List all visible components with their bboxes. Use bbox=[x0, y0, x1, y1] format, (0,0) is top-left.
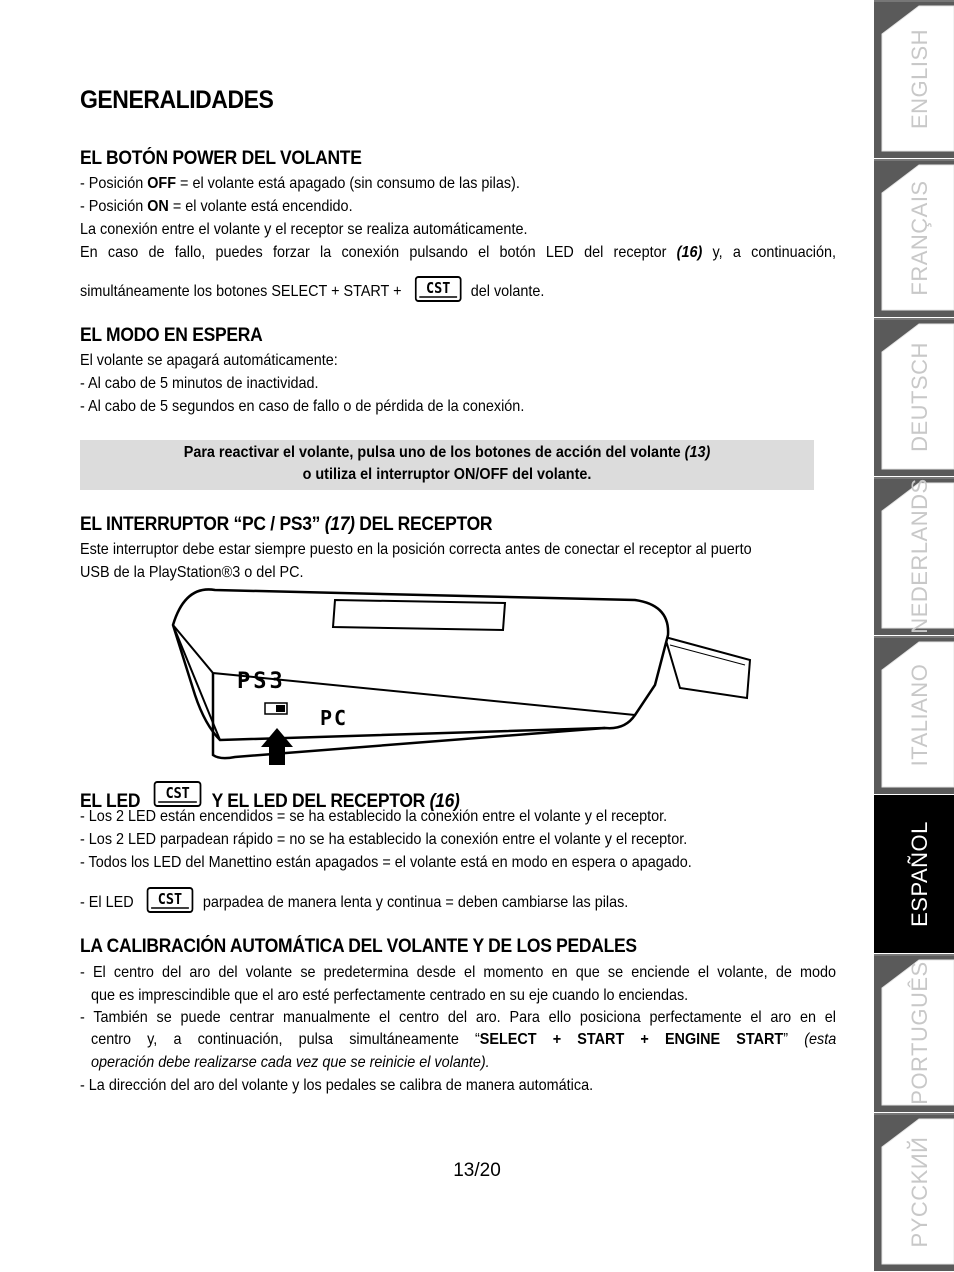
tab-italiano[interactable] bbox=[874, 636, 954, 794]
note-line-2: o utiliza el interruptor ON/OFF del volante. bbox=[302, 466, 592, 483]
led-line-3: - Todos los LED del Manettino están apagados = el volante está en modo en espera o apagado. bbox=[80, 854, 692, 871]
tab-label: NEDERLANDS bbox=[907, 478, 932, 634]
tab-english[interactable] bbox=[874, 0, 954, 158]
calibration-p1-line-2: que es imprescindible que el aro esté perfectamente centrado en su eje cuando lo enciendas. bbox=[91, 987, 689, 1004]
ps3-label: PS3 bbox=[237, 669, 286, 694]
calibration-heading: LA CALIBRACIÓN AUTOMÁTICA DEL VOLANTE Y DE LOS PEDALES bbox=[80, 936, 637, 957]
calibration-p2-line-2: centro y, a continuación, pulsa simultáneamente “SELECT + START + ENGINE START” (esta bbox=[91, 1031, 837, 1048]
calibration-p2-line-3: operación debe realizarse cada vez que se reinicie el volante). bbox=[91, 1054, 490, 1071]
power-auto-line: La conexión entre el volante y el receptor se realiza automáticamente. bbox=[80, 221, 528, 238]
receiver-illustration bbox=[165, 585, 765, 770]
power-on-line: - Posición ON = el volante está encendido. bbox=[80, 198, 353, 215]
tab-label: DEUTSCH bbox=[907, 342, 932, 452]
calibration-p2-line-1: - También se puede centrar manualmente el centro del aro. Para ello posiciona perfectamente el aro en el bbox=[80, 1009, 836, 1026]
tab-español[interactable] bbox=[874, 795, 954, 953]
power-off-line: - Posición OFF = el volante está apagado (sin consumo de las pilas). bbox=[80, 175, 520, 192]
language-tabs bbox=[874, 0, 954, 1272]
power-buttons-line: simultáneamente los botones SELECT + START + CST del volante. bbox=[80, 276, 544, 303]
standby-line-2: - Al cabo de 5 minutos de inactividad. bbox=[80, 375, 319, 392]
tab-français[interactable] bbox=[874, 159, 954, 317]
svg-text:CST: CST bbox=[425, 280, 451, 298]
switch-line-1: Este interruptor debe estar siempre puesto en la posición correcta antes de conectar el receptor al puerto bbox=[80, 541, 752, 558]
led-line-1: - Los 2 LED están encendidos = se ha establecido la conexión entre el volante y el receptor. bbox=[80, 808, 668, 825]
tab-deutsch[interactable] bbox=[874, 318, 954, 476]
standby-line-3: - Al cabo de 5 segundos en caso de fallo o de pérdida de la conexión. bbox=[80, 398, 525, 415]
note-line-1: Para reactivar el volante, pulsa uno de los botones de acción del volante (13) bbox=[183, 444, 711, 461]
tab-português[interactable] bbox=[874, 954, 954, 1112]
svg-text:CST: CST bbox=[165, 785, 190, 803]
svg-text:CST: CST bbox=[157, 891, 183, 909]
page-title: GENERALIDADES bbox=[80, 86, 274, 114]
switch-heading: EL INTERRUPTOR “PC / PS3” (17) DEL RECEPTOR bbox=[80, 514, 493, 535]
tab-label: FRANÇAIS bbox=[907, 180, 932, 296]
calibration-p1-line-1: - El centro del aro del volante se predetermina desde el momento en que se enciende el volante, de modo bbox=[80, 964, 836, 981]
pc-label: PC bbox=[320, 706, 349, 730]
page-number: 13/20 bbox=[453, 1160, 501, 1181]
tab-label: PORTUGUÊS bbox=[907, 961, 932, 1105]
tab-label: ITALIANO bbox=[907, 663, 932, 767]
power-fail-line: En caso de fallo, puedes forzar la conexión pulsando el botón LED del receptor (16) y, a continuación, bbox=[80, 244, 837, 261]
standby-heading: EL MODO EN ESPERA bbox=[80, 325, 263, 346]
calibration-p3: - La dirección del aro del volante y los pedales se calibra de manera automática. bbox=[80, 1077, 594, 1094]
note-box bbox=[80, 440, 814, 490]
led-heading: EL LED CST Y EL LED DEL RECEPTOR (16) bbox=[80, 781, 460, 813]
tab-label: PYCCKИЙ bbox=[907, 1136, 932, 1248]
tab-pycckий[interactable] bbox=[874, 1113, 954, 1271]
cst-icon bbox=[415, 276, 462, 302]
switch-line-2: USB de la PlayStation®3 o del PC. bbox=[80, 564, 304, 581]
led-line-4: - El LED CST parpadea de manera lenta y continua = deben cambiarse las pilas. bbox=[80, 887, 628, 914]
tab-label: ENGLISH bbox=[907, 28, 932, 130]
cst-icon bbox=[147, 887, 194, 913]
power-heading: EL BOTÓN POWER DEL VOLANTE bbox=[80, 148, 362, 169]
led-line-2: - Los 2 LED parpadean rápido = no se ha establecido la conexión entre el volante y el receptor. bbox=[80, 831, 688, 848]
tab-nederlands[interactable] bbox=[874, 477, 954, 635]
standby-line-1: El volante se apagará automáticamente: bbox=[80, 352, 338, 369]
tab-label: ESPAÑOL bbox=[907, 821, 932, 927]
